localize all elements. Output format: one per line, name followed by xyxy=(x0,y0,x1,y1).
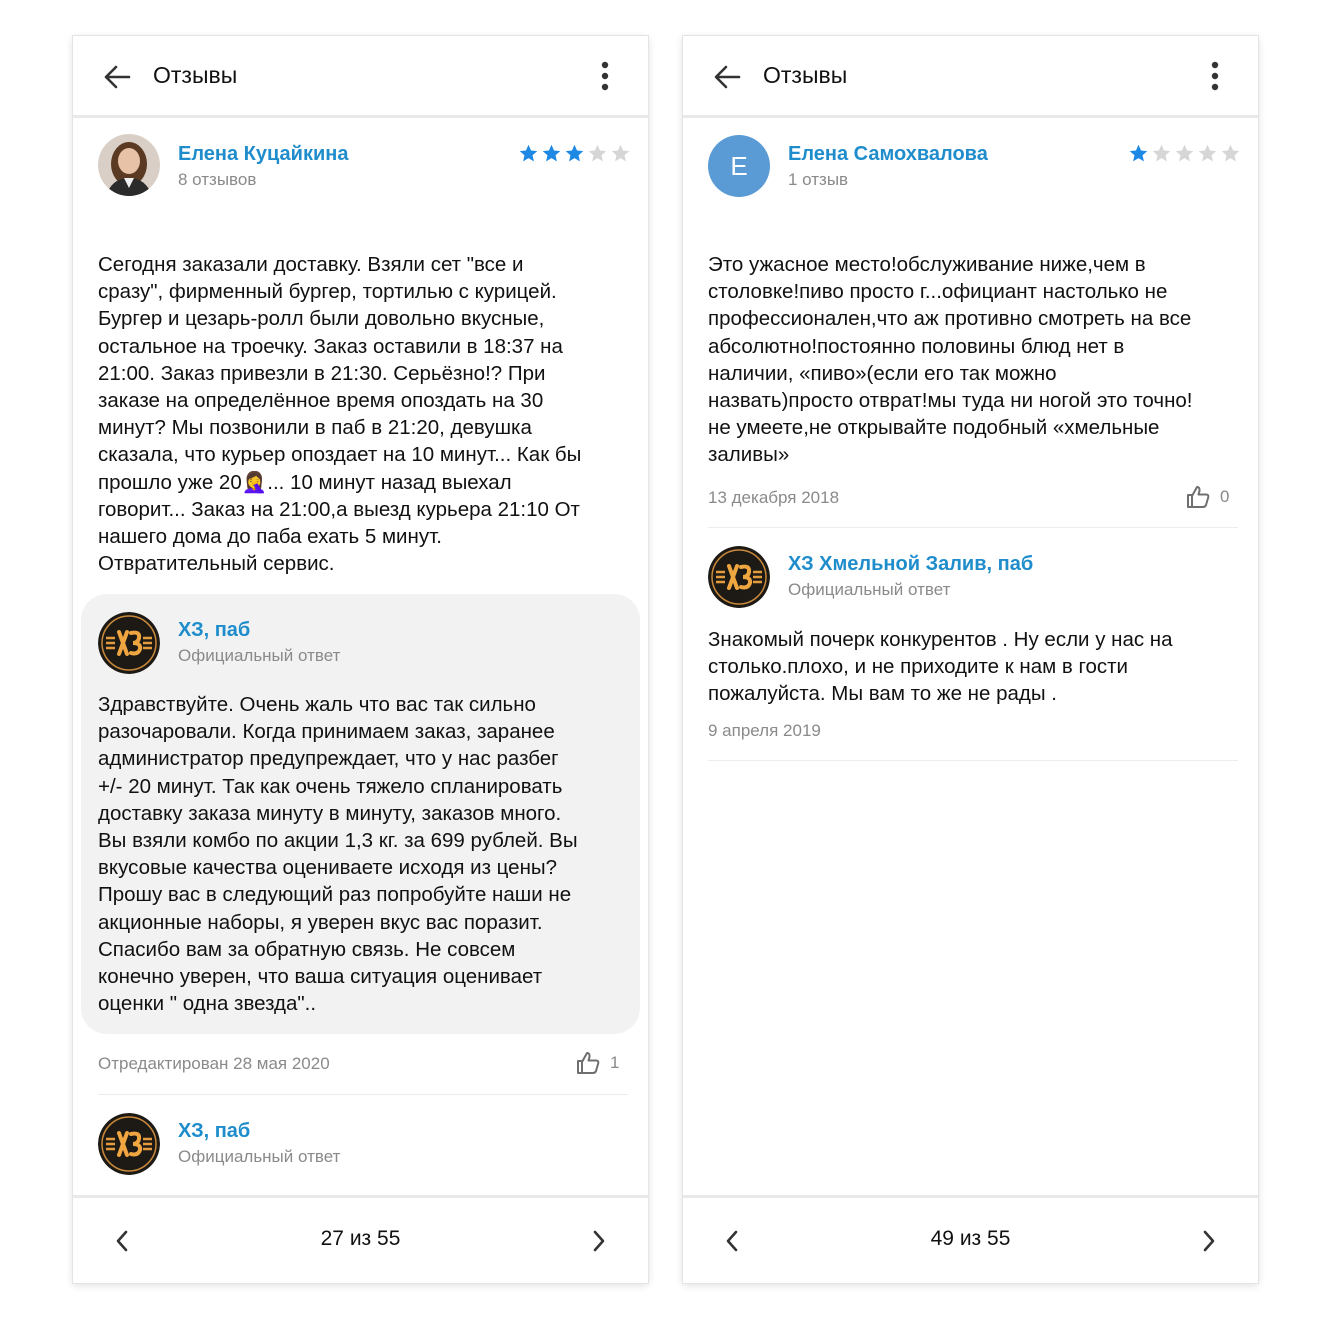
official-reply-bubble xyxy=(81,594,640,1034)
pager-bar xyxy=(73,1195,648,1283)
divider xyxy=(98,1094,628,1095)
avatar[interactable] xyxy=(708,135,770,197)
more-vertical-icon xyxy=(590,60,620,94)
avatar[interactable] xyxy=(98,134,160,196)
divider xyxy=(708,527,1238,528)
page-title: Отзывы xyxy=(763,62,848,88)
app-bar xyxy=(73,36,648,118)
like-count: 1 xyxy=(610,1053,620,1072)
avatar-initial: Е xyxy=(730,150,748,181)
arrow-left-icon xyxy=(711,60,745,94)
more-menu-button[interactable] xyxy=(1200,60,1230,94)
star-empty-icon xyxy=(1220,143,1241,164)
app-bar xyxy=(683,36,1258,118)
reviews-screen-left xyxy=(73,36,648,1283)
reply-author-name[interactable]: ХЗ Хмельной Залив, паб xyxy=(788,553,1034,575)
pager-bar xyxy=(683,1195,1258,1283)
review-content xyxy=(683,121,1258,1195)
star-filled-icon xyxy=(1128,143,1149,164)
star-filled-icon xyxy=(564,143,585,164)
divider xyxy=(708,760,1238,761)
review-text: Это ужасное место!обслуживание ниже,чем в столовке!пиво просто г...официант настолько не профессионален,что аж противно смотреть на все абсолютно!постоянно половины блюд нет в наличии, «пиво»(если его так можно назвать)просто отврат!мы туда ни ногой это точно! не умеете,не открывайте подобный «хмельные заливы» xyxy=(708,253,1193,467)
reviews-screen-right xyxy=(683,36,1258,1283)
business-avatar[interactable] xyxy=(98,612,160,674)
previous-review-button[interactable] xyxy=(719,1226,745,1256)
more-menu-button[interactable] xyxy=(590,60,620,94)
chevron-left-icon xyxy=(719,1226,745,1256)
reply-label: Официальный ответ xyxy=(788,580,951,599)
chevron-right-icon xyxy=(1196,1226,1222,1256)
review-date: Отредактирован 28 мая 2020 xyxy=(98,1054,330,1073)
thumbs-up-icon xyxy=(575,1050,601,1076)
reply-label: Официальный ответ xyxy=(178,646,341,665)
review-text: Сегодня заказали доставку. Взяли сет "все и сразу", фирменный бургер, тортилью с курицей. Бургер и цезарь-ролл были довольно вкусные, остальное на троечку. Заказ оставили в 18:37 на 21:00. Заказ привезли в 21:30. Серьёзно!? При заказе на определённое время опоздать на 30 минут? Мы позвонили в паб в 21:20, девушка сказала, что курьер опоздает на 10 минут... Как бы прошло уже 20🤦‍♀️... 10 минут назад выехал говорит... Заказ на 21:00,а выезд курьера 21:10 От нашего дома до паба ехать 5 минут. Отвратительный сервис. xyxy=(98,253,582,576)
user-photo-icon xyxy=(98,134,160,196)
business-avatar[interactable] xyxy=(708,546,770,608)
review-date: 13 декабря 2018 xyxy=(708,488,840,507)
previous-review-button[interactable] xyxy=(109,1226,135,1256)
star-empty-icon xyxy=(610,143,631,164)
like-button[interactable] xyxy=(575,1050,619,1076)
thumbs-up-icon xyxy=(1185,484,1211,510)
reviewer-review-count: 1 отзыв xyxy=(788,170,849,189)
reviewer-name[interactable]: Елена Самохвалова xyxy=(788,143,988,165)
rating-stars xyxy=(516,143,631,164)
chevron-left-icon xyxy=(109,1226,135,1256)
reply-author-name[interactable]: ХЗ, паб xyxy=(178,1120,251,1142)
pub-logo-icon xyxy=(98,612,160,674)
reply-label: Официальный ответ xyxy=(178,1147,341,1166)
like-button[interactable] xyxy=(1185,484,1229,510)
chevron-right-icon xyxy=(586,1226,612,1256)
star-filled-icon xyxy=(518,143,539,164)
pub-logo-icon xyxy=(708,546,770,608)
star-empty-icon xyxy=(1197,143,1218,164)
next-review-button[interactable] xyxy=(1196,1226,1222,1256)
review-counter: 27 из 55 xyxy=(320,1227,401,1250)
business-avatar[interactable] xyxy=(98,1113,160,1175)
star-empty-icon xyxy=(1174,143,1195,164)
reply-text: Здравствуйте. Очень жаль что вас так сильно разочаровали. Когда принимаем заказ, заранее администратор предупреждает, что у нас разбег +/- 20 минут. Так как очень тяжело спланировать доставку заказа минуту в минуту, заказов много. Вы взяли комбо по акции 1,3 кг. за 699 рублей. Вы вкусовые качества оцениваете исходя из цены? Прошу вас в следующий раз попробуйте наши не акционные наборы, я уверен вкус вас поразит. Спасибо вам за обратную связь. Не совсем конечно уверен, что ваша ситуация оценивает оценки " одна звезда".. xyxy=(98,693,578,1016)
review-counter: 49 из 55 xyxy=(930,1227,1011,1250)
reply-author-name[interactable]: ХЗ, паб xyxy=(178,619,251,641)
review-content xyxy=(73,121,648,1195)
next-review-button[interactable] xyxy=(586,1226,612,1256)
back-button[interactable] xyxy=(101,60,135,94)
page-title: Отзывы xyxy=(153,62,238,88)
arrow-left-icon xyxy=(101,60,135,94)
star-empty-icon xyxy=(587,143,608,164)
star-filled-icon xyxy=(541,143,562,164)
back-button[interactable] xyxy=(711,60,745,94)
rating-stars xyxy=(1126,143,1241,164)
star-empty-icon xyxy=(1151,143,1172,164)
reply-text: Знакомый почерк конкурентов . Ну если у нас на столько.плохо, и не приходите к нам в гости пожалуйста. Мы вам то же не рады . xyxy=(708,628,1173,706)
reviewer-name[interactable]: Елена Куцайкина xyxy=(178,143,349,165)
pub-logo-icon xyxy=(98,1113,160,1175)
reply-date: 9 апреля 2019 xyxy=(708,721,821,740)
more-vertical-icon xyxy=(1200,60,1230,94)
like-count: 0 xyxy=(1220,487,1230,506)
reviewer-review-count: 8 отзывов xyxy=(178,170,257,189)
